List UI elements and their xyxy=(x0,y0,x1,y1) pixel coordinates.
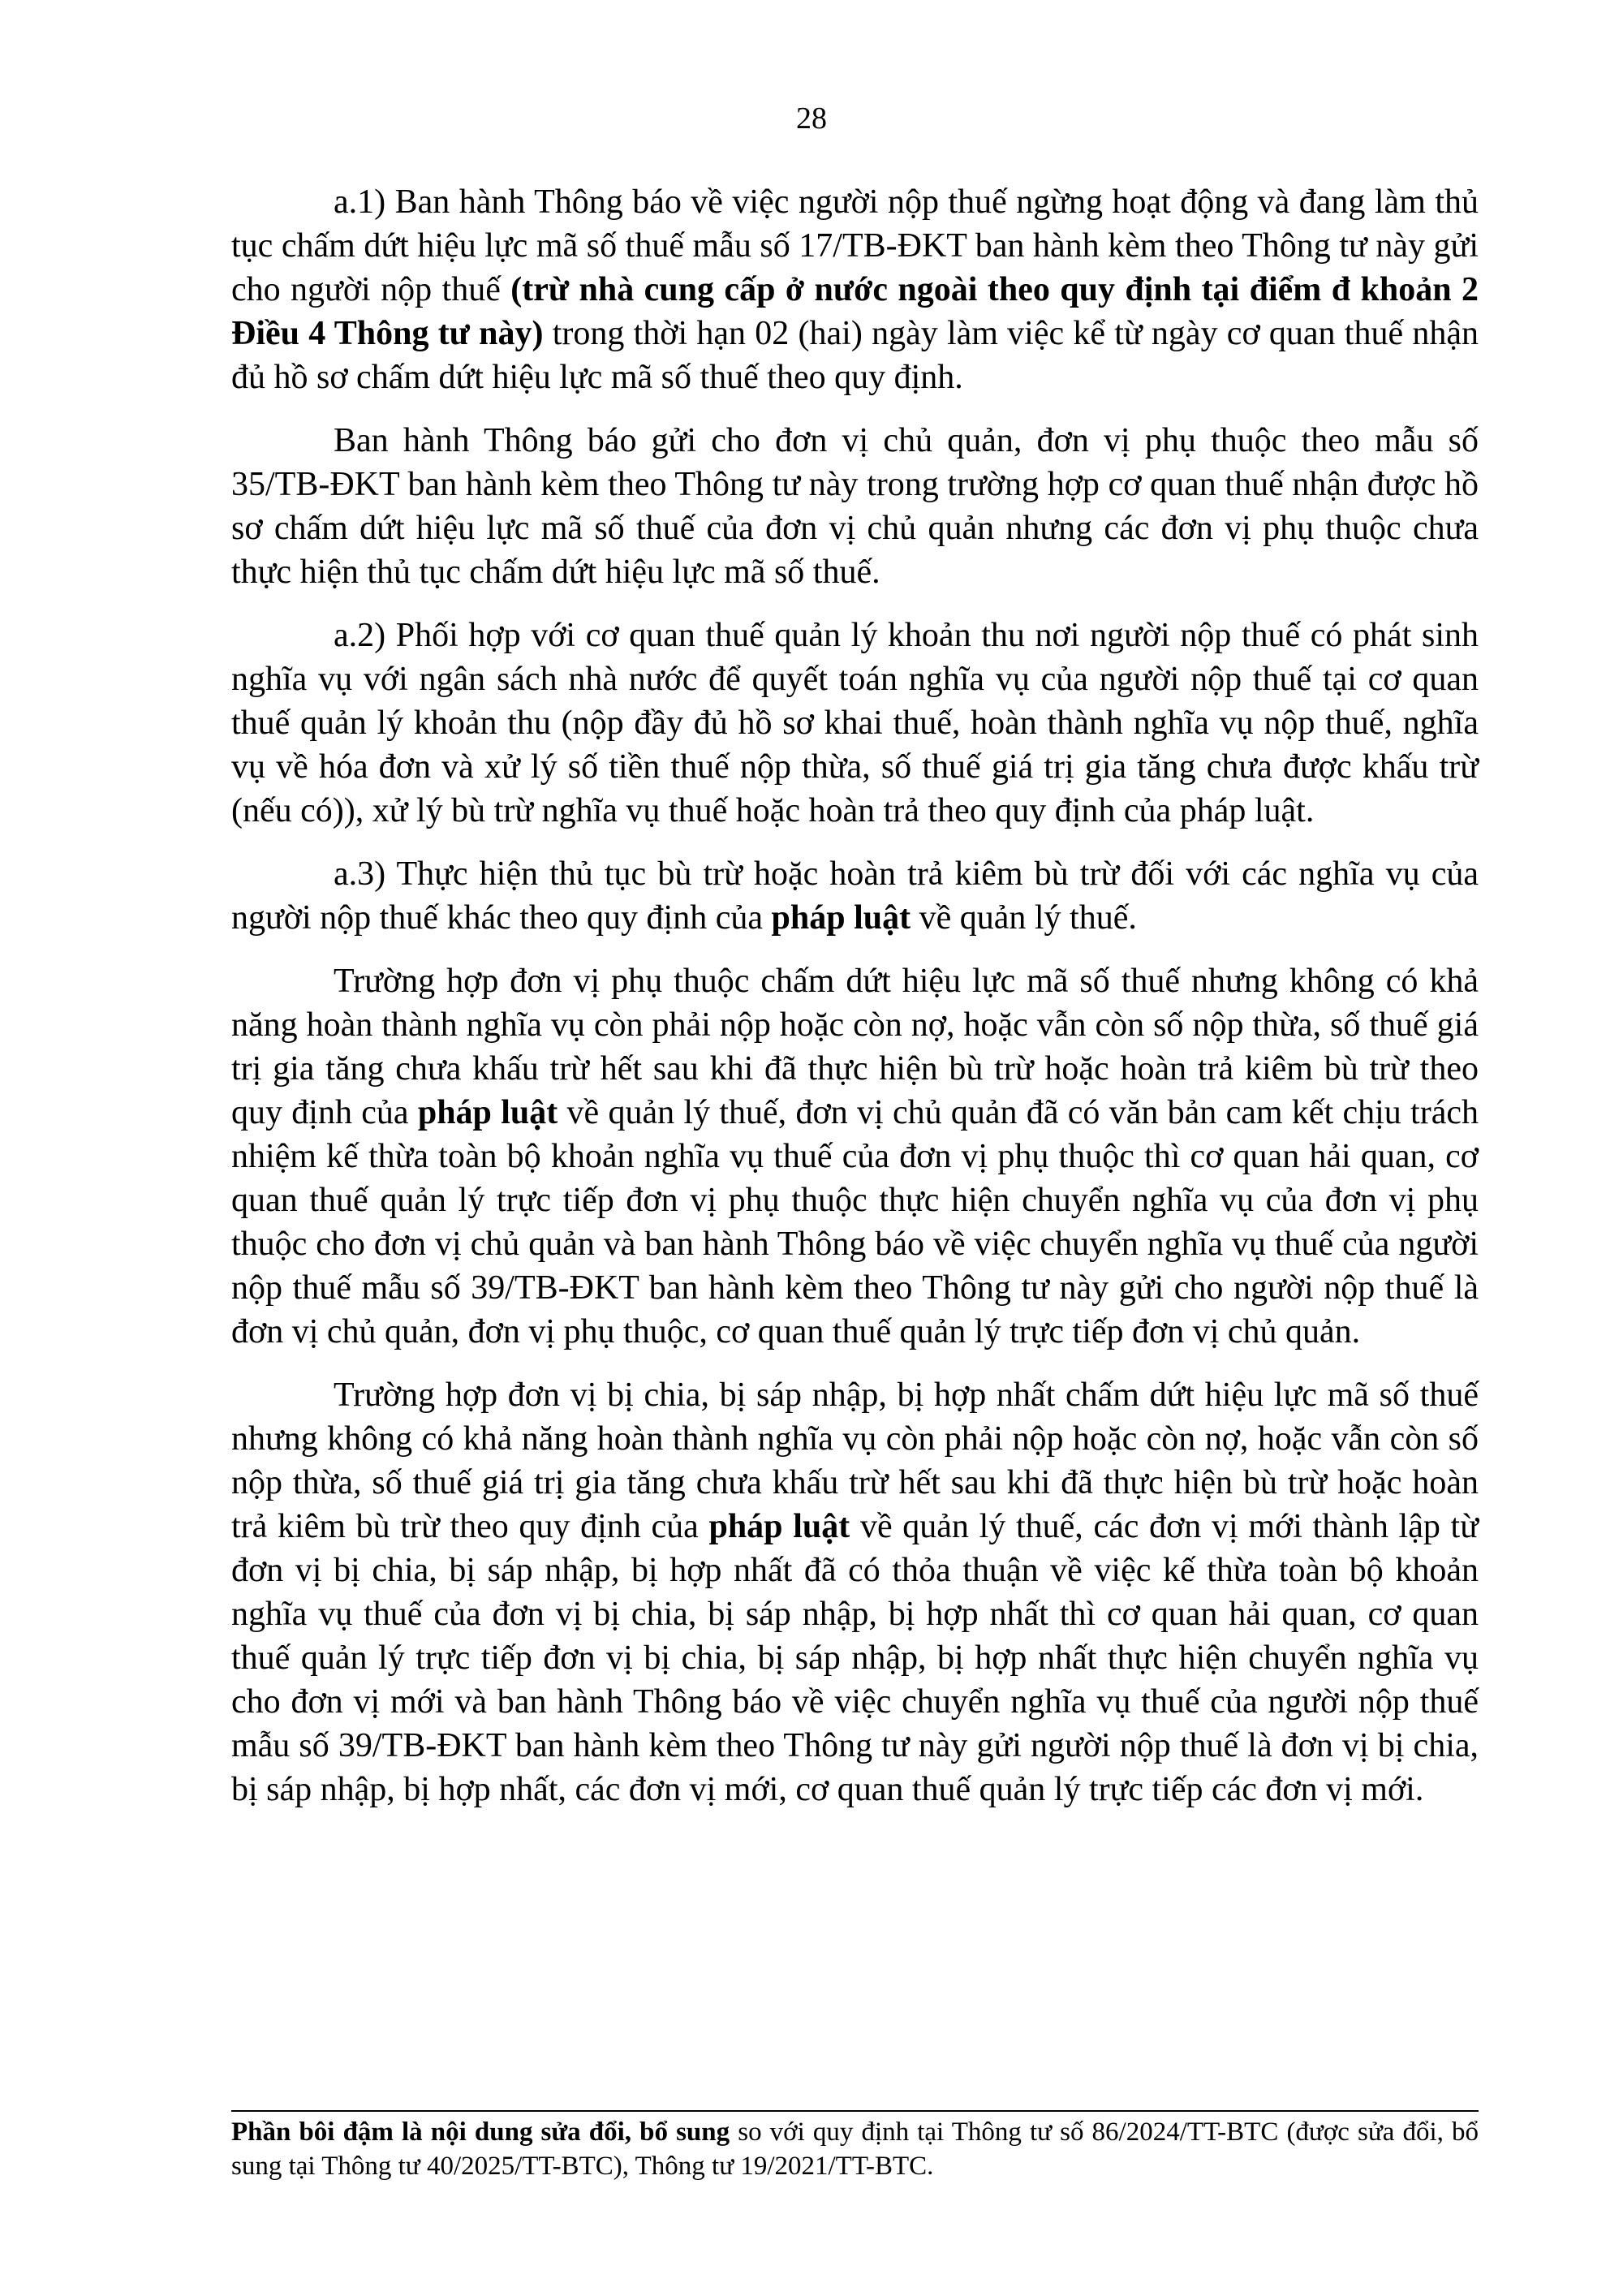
amended-text: pháp luật xyxy=(417,1094,558,1131)
footnote-divider xyxy=(231,2110,1479,2112)
paragraph-text: a.3) Thực hiện thủ tục bù trừ hoặc hoàn trả kiêm bù trừ đối với các nghĩa vụ của người nộp thuế khác theo quy định của xyxy=(231,855,1479,937)
amended-text: pháp luật xyxy=(708,1508,850,1545)
paragraph-text: về quản lý thuế, đơn vị chủ quản đã có văn bản cam kết chịu trách nhiệm kế thừa toàn bộ khoản nghĩa vụ thuế của đơn vị phụ thuộc thì cơ quan hải quan, cơ quan thuế quản lý trực tiếp đơn vị phụ thuộc thực hiện chuyển nghĩa vụ của đơn vị phụ thuộc cho đơn vị chủ quản và ban hành Thông báo về việc chuyển nghĩa vụ thuế của người nộp thuế mẫu số 39/TB-ĐKT ban hành kèm theo Thông tư này gửi cho người nộp thuế là đơn vị chủ quản, đơn vị phụ thuộc, cơ quan thuế quản lý trực tiếp đơn vị chủ quản. xyxy=(231,1094,1479,1350)
footnote-bold-text: Phần bôi đậm là nội dung sửa đổi, bổ sung xyxy=(231,2117,730,2147)
page-number: 28 xyxy=(796,101,827,136)
amended-text: pháp luật xyxy=(771,899,911,937)
paragraph-text: Ban hành Thông báo gửi cho đơn vị chủ quản, đơn vị phụ thuộc theo mẫu số 35/TB-ĐKT ban hành kèm theo Thông tư này trong trường hợp cơ quan thuế nhận được hồ sơ chấm dứt hiệu lực mã số thuế của đơn vị chủ quản nhưng các đơn vị phụ thuộc chưa thực hiện thủ tục chấm dứt hiệu lực mã số thuế. xyxy=(231,422,1479,591)
footnote-text: so với quy định tại Thông tư số 86/2024/TT-BTC (được sửa đổi, bổ sung tại Thông tư 40/2025/TT-BTC), Thông tư 19/2021/TT-BTC. xyxy=(231,2117,1479,2181)
footnote xyxy=(231,2115,1479,2183)
paragraph-a1 xyxy=(231,180,1479,399)
paragraph-text: a.2) Phối hợp với cơ quan thuế quản lý khoản thu nơi người nộp thuế có phát sinh nghĩa vụ với ngân sách nhà nước để quyết toán nghĩa vụ của người nộp thuế tại cơ quan thuế quản lý khoản thu (nộp đầy đủ hồ sơ khai thuế, hoàn thành nghĩa vụ nộp thuế, nghĩa vụ về hóa đơn và xử lý số tiền thuế nộp thừa, số thuế giá trị gia tăng chưa được khấu trừ (nếu có)), xử lý bù trừ nghĩa vụ thuế hoặc hoàn trả theo quy định của pháp luật. xyxy=(231,617,1479,829)
paragraph-dependent-unit-case xyxy=(231,959,1479,1354)
amended-text: (trừ nhà cung cấp ở nước ngoài theo quy định tại điểm đ khoản 2 Điều 4 Thông tư này) xyxy=(231,271,1479,352)
paragraph-text: Trường hợp đơn vị bị chia, bị sáp nhập, bị hợp nhất chấm dứt hiệu lực mã số thuế nhưng không có khả năng hoàn thành nghĩa vụ còn phải nộp hoặc còn nợ, hoặc vẫn còn số nộp thừa, số thuế giá trị gia tăng chưa khấu trừ hết sau khi đã thực hiện bù trừ hoặc hoàn trả kiêm bù trừ theo quy định của xyxy=(231,1376,1479,1545)
paragraph-split-merge-case xyxy=(231,1373,1479,1811)
paragraph-text: về quản lý thuế. xyxy=(911,899,1137,937)
paragraph-text: a.1) Ban hành Thông báo về việc người nộp thuế ngừng hoạt động và đang làm thủ tục chấm dứt hiệu lực mã số thuế mẫu số 17/TB-ĐKT ban hành kèm theo Thông tư này gửi cho người nộp thuế xyxy=(231,183,1479,308)
paragraph-a1-notice xyxy=(231,419,1479,594)
document-body xyxy=(231,180,1479,1831)
paragraph-a2 xyxy=(231,614,1479,833)
paragraph-text: về quản lý thuế, các đơn vị mới thành lập từ đơn vị bị chia, bị sáp nhập, bị hợp nhất đã có thỏa thuận về việc kế thừa toàn bộ khoản nghĩa vụ thuế của đơn vị bị chia, bị sáp nhập, bị hợp nhất thì cơ quan hải quan, cơ quan thuế quản lý trực tiếp đơn vị bị chia, bị sáp nhập, bị hợp nhất thực hiện chuyển nghĩa vụ cho đơn vị mới và ban hành Thông báo về việc chuyển nghĩa vụ thuế của người nộp thuế mẫu số 39/TB-ĐKT ban hành kèm theo Thông tư này gửi người nộp thuế là đơn vị bị chia, bị sáp nhập, bị hợp nhất, các đơn vị mới, cơ quan thuế quản lý trực tiếp các đơn vị mới. xyxy=(231,1508,1479,1808)
paragraph-text: Trường hợp đơn vị phụ thuộc chấm dứt hiệu lực mã số thuế nhưng không có khả năng hoàn thành nghĩa vụ còn phải nộp hoặc còn nợ, hoặc vẫn còn số nộp thừa, số thuế giá trị gia tăng chưa khấu trừ hết sau khi đã thực hiện bù trừ hoặc hoàn trả kiêm bù trừ theo quy định của xyxy=(231,963,1479,1131)
paragraph-text: trong thời hạn 02 (hai) ngày làm việc kể từ ngày cơ quan thuế nhận đủ hồ sơ chấm dứt hiệu lực mã số thuế theo quy định. xyxy=(231,315,1479,396)
paragraph-a3 xyxy=(231,852,1479,940)
